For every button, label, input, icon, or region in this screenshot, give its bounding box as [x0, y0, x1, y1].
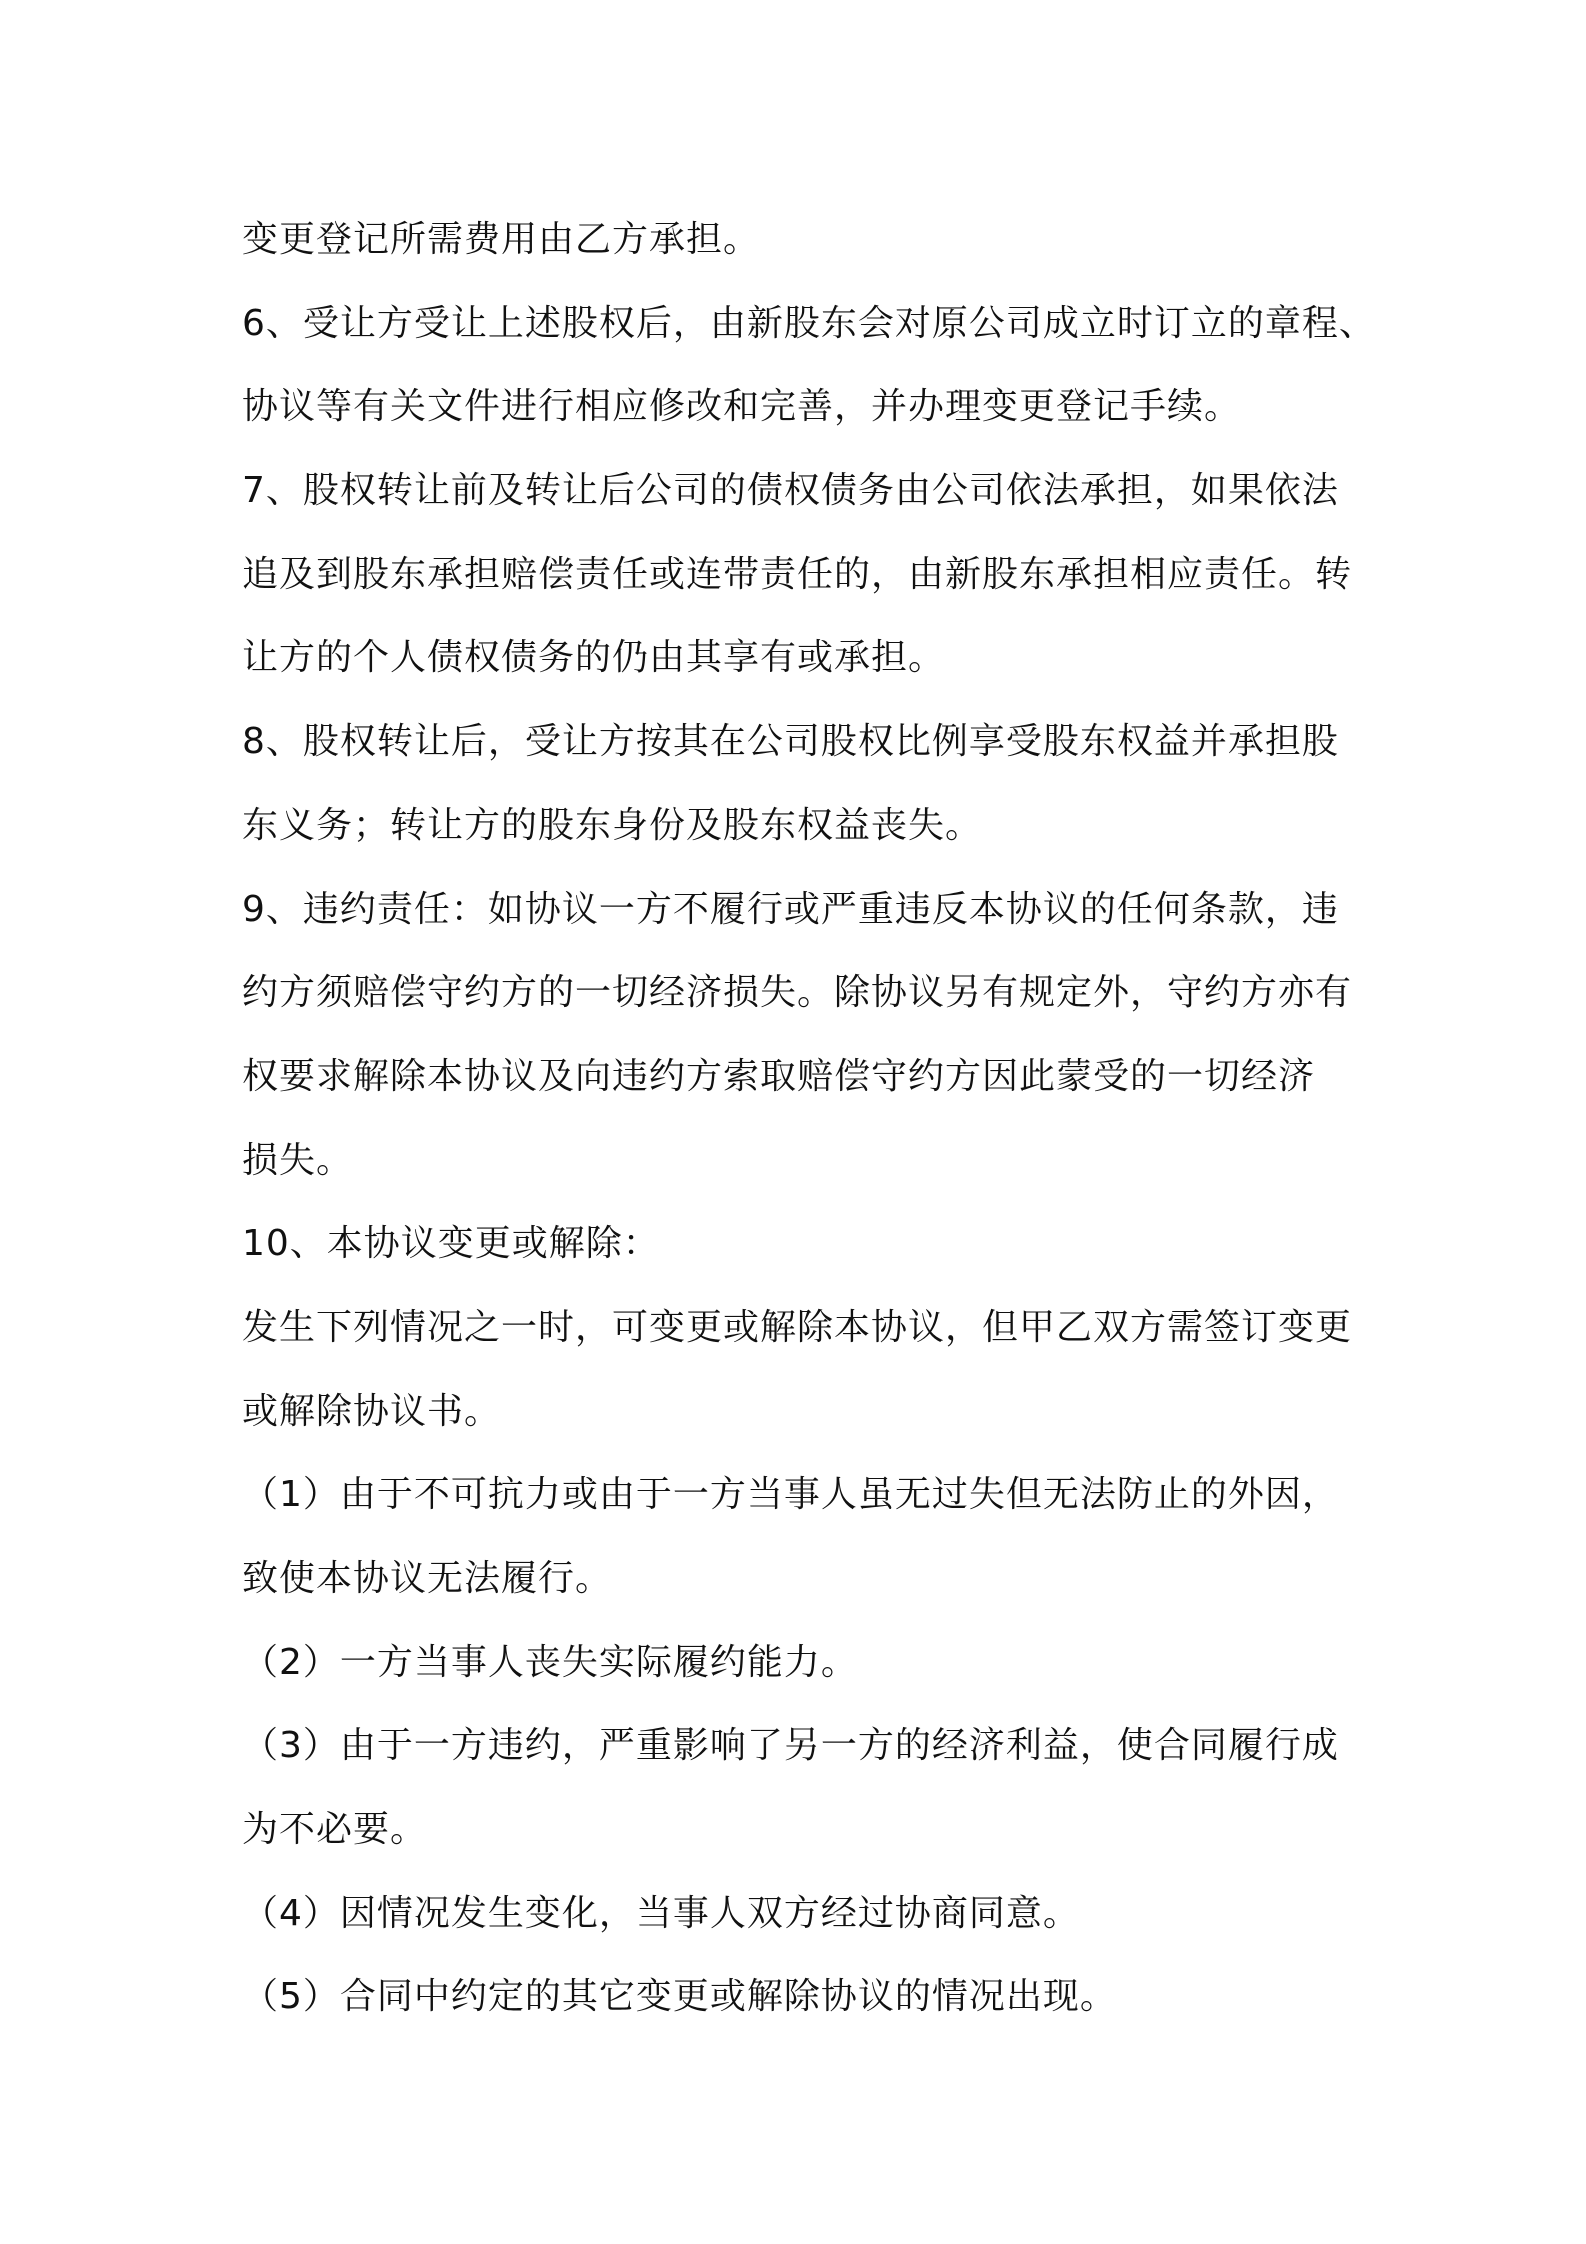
document-body	[242, 198, 1382, 2039]
text-line: 约方须赔偿守约方的一切经济损失。除协议另有规定外，守约方亦有	[242, 972, 1353, 1014]
text-line: 变更登记所需费用由乙方承担。	[242, 219, 761, 260]
text-line: 8、股权转让后，受让方按其在公司股权比例享受股东权益并承担股	[242, 721, 1339, 763]
text-line: 损失。	[242, 1139, 354, 1181]
text-line: 东义务；转让方的股东身份及股东权益丧失。	[242, 804, 983, 846]
text-line: （1）由于不可抗力或由于一方当事人虽无过失但无法防止的外因，	[242, 1474, 1339, 1516]
text-line: （3）由于一方违约，严重影响了另一方的经济利益，使合同履行成	[242, 1725, 1339, 1767]
text-line: （5）合同中约定的其它变更或解除协议的情况出现。	[242, 1976, 1117, 2018]
text-line: 或解除协议书。	[242, 1390, 502, 1432]
text-line: 追及到股东承担赔偿责任或连带责任的，由新股东承担相应责任。转	[242, 553, 1353, 595]
text-line: 10、本协议变更或解除：	[242, 1223, 660, 1265]
text-line: 为不必要。	[242, 1809, 428, 1851]
text-line: 协议等有关文件进行相应修改和完善，并办理变更登记手续。	[242, 386, 1242, 428]
text-line: 6、受让方受让上述股权后，由新股东会对原公司成立时订立的章程、	[242, 302, 1376, 344]
text-line: 9、违约责任：如协议一方不履行或严重违反本协议的任何条款，违	[242, 888, 1339, 930]
text-line: 发生下列情况之一时，可变更或解除本协议，但甲乙双方需签订变更	[242, 1306, 1353, 1348]
text-line: （2）一方当事人丧失实际履约能力。	[242, 1641, 858, 1683]
text-line: 权要求解除本协议及向违约方索取赔偿守约方因此蒙受的一切经济	[242, 1055, 1316, 1097]
text-line: 7、股权转让前及转让后公司的债权债务由公司依法承担，如果依法	[242, 470, 1339, 512]
text-line: （4）因情况发生变化，当事人双方经过协商同意。	[242, 1892, 1080, 1934]
text-line: 让方的个人债权债务的仍由其享有或承担。	[242, 637, 946, 679]
text-line: 致使本协议无法履行。	[242, 1558, 613, 1599]
